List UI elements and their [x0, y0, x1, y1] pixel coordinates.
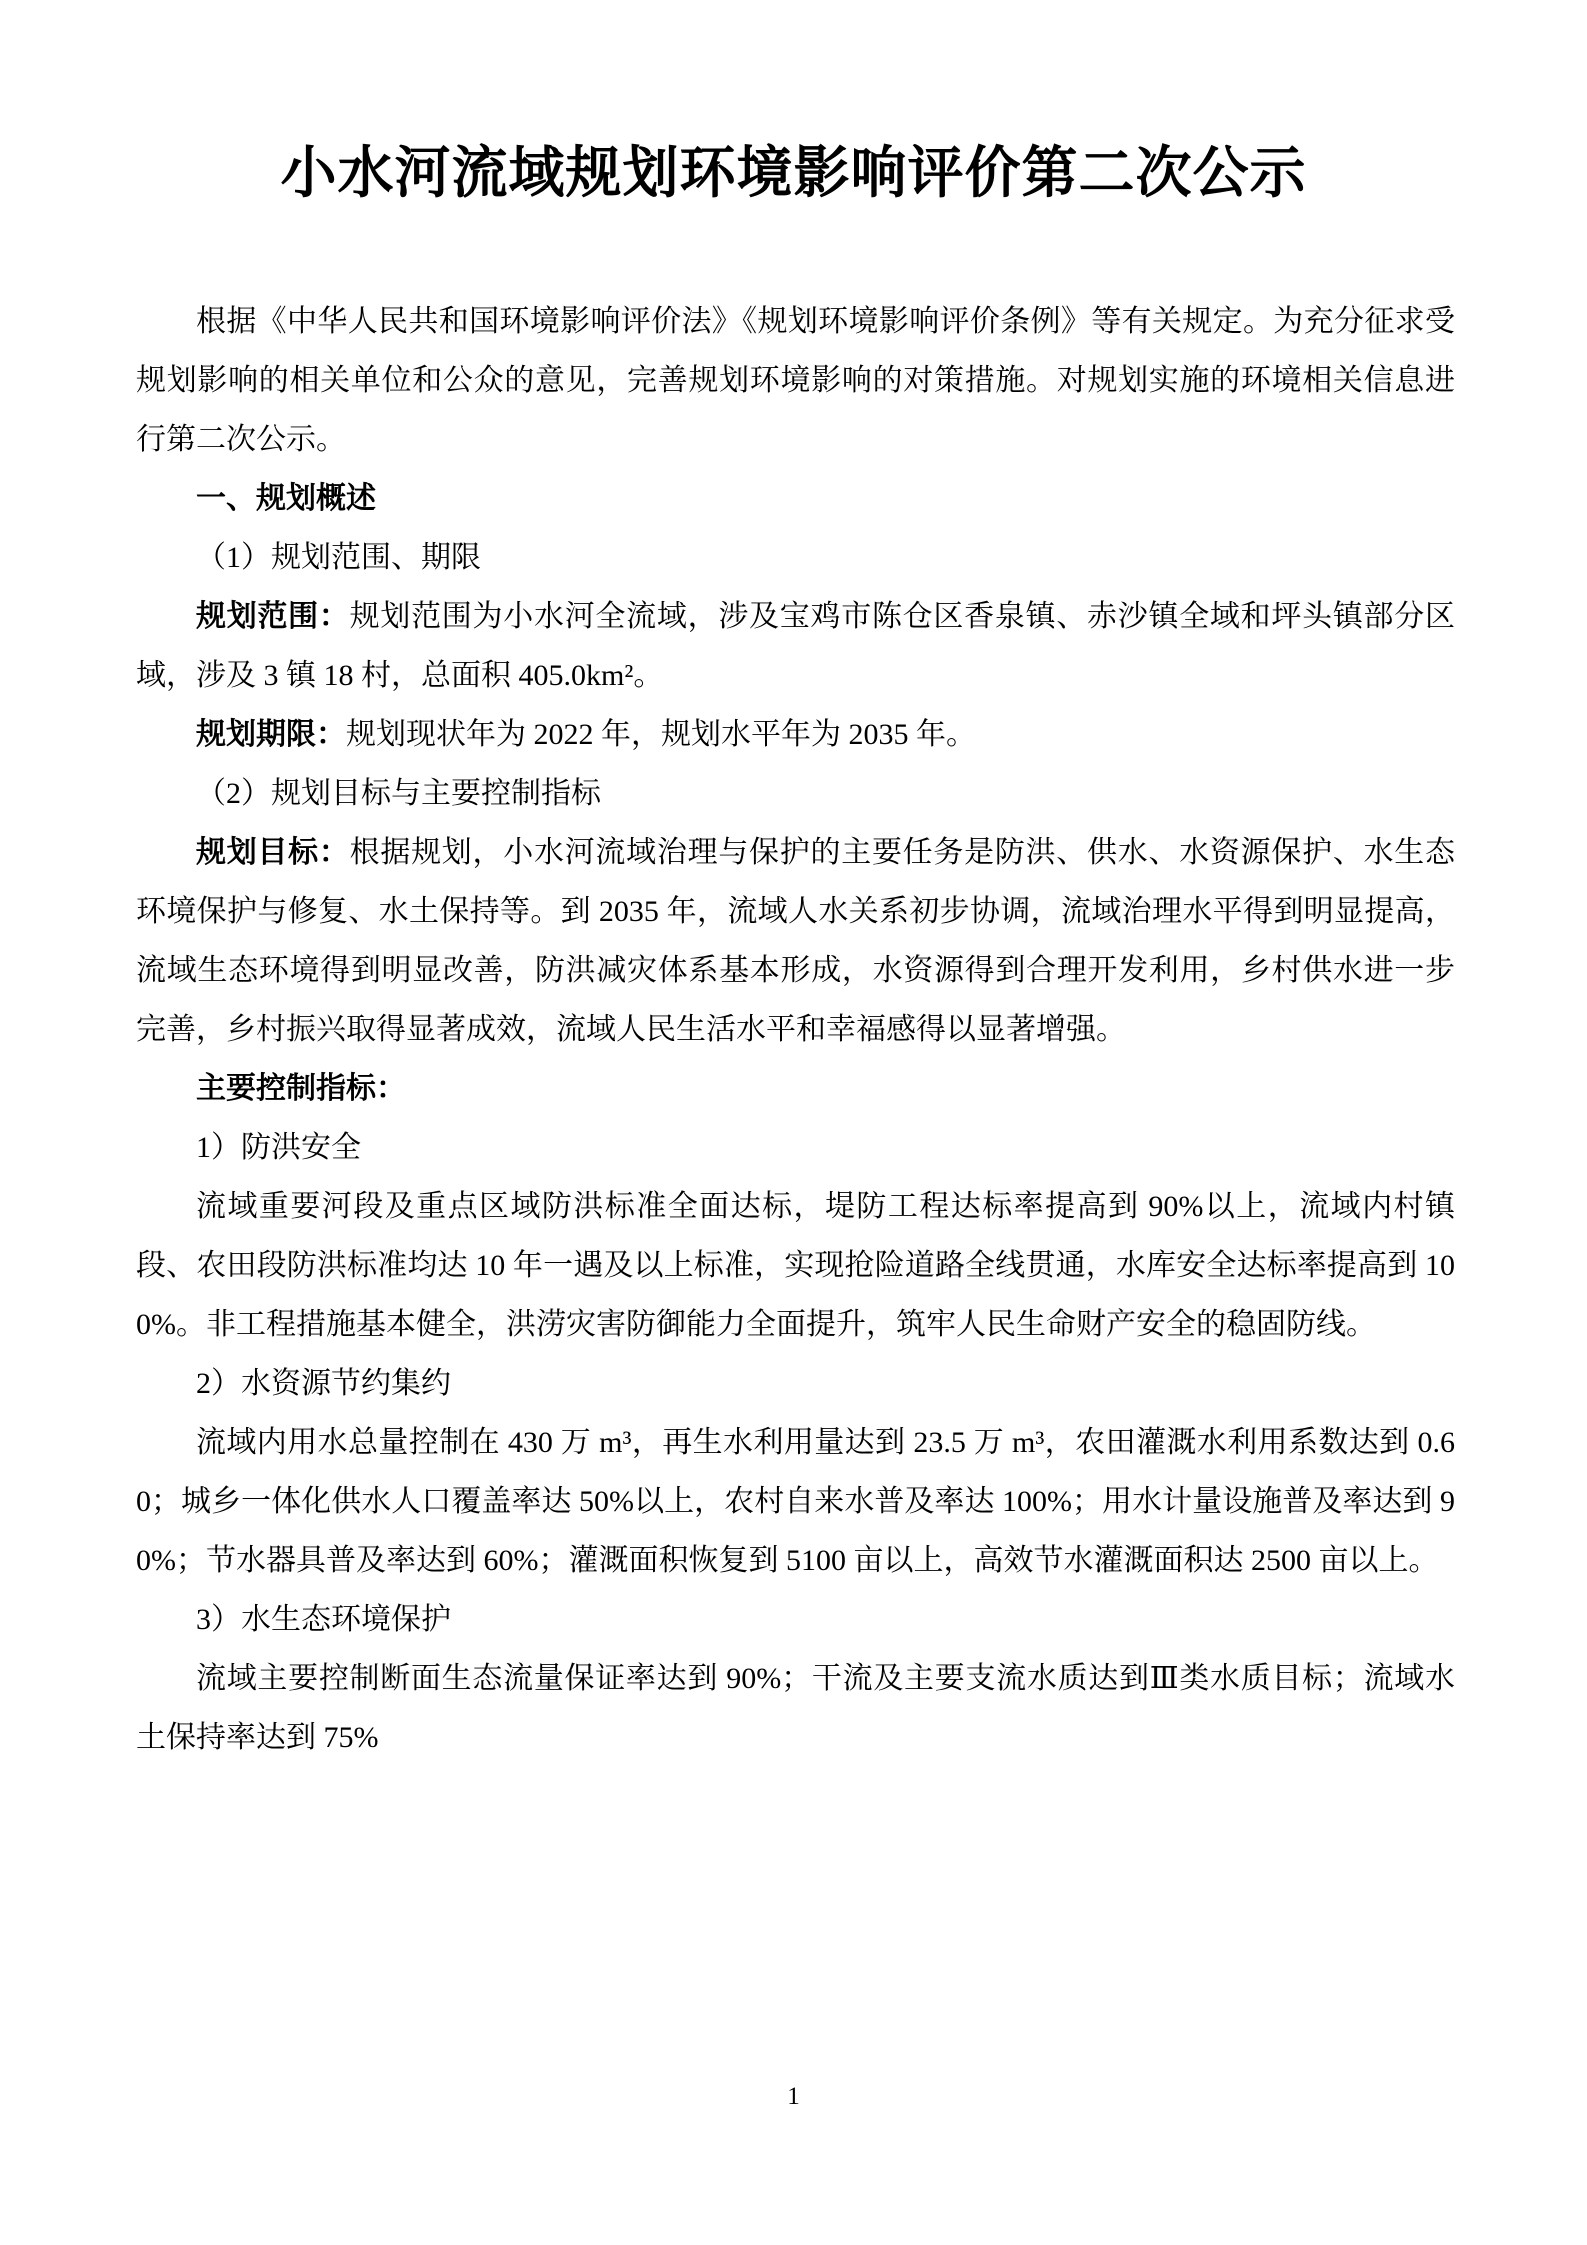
- paragraph-flood-safety: 流域重要河段及重点区域防洪标准全面达标，堤防工程达标率提高到 90%以上，流域内村镇段、农田段防洪标准均达 10 年一遇及以上标准，实现抢险道路全线贯通，水库安全达标率提高到 100%。非工程措施基本健全，洪涝灾害防御能力全面提升，筑牢人民生命财产安全的稳固防线。: [136, 1190, 1455, 1341]
- heading-eco-protection: 3）水生态环境保护: [196, 1603, 451, 1636]
- heading-main-indicators: 主要控制指标：: [196, 1072, 406, 1105]
- heading-flood-safety: 1）防洪安全: [196, 1131, 361, 1164]
- plan-period-text: 规划现状年为 2022 年，规划水平年为 2035 年。: [346, 718, 976, 751]
- plan-period-label: 规划期限：: [196, 718, 346, 751]
- plan-scope-label: 规划范围：: [196, 600, 350, 633]
- paragraph-plan-period: [136, 705, 1455, 764]
- heading-plan-overview: 一、规划概述: [196, 482, 376, 515]
- paragraph-eco-protection: 流域主要控制断面生态流量保证率达到 90%；干流及主要支流水质达到Ⅲ类水质目标；流域水土保持率达到 75%: [136, 1662, 1455, 1754]
- intro-paragraph: 根据《中华人民共和国环境影响评价法》《规划环境影响评价条例》等有关规定。为充分征求受规划影响的相关单位和公众的意见，完善规划环境影响的对策措施。对规划实施的环境相关信息进行第二次公示。: [136, 305, 1455, 456]
- document-title: 小水河流域规划环境影响评价第二次公示: [280, 143, 1307, 205]
- heading-scope-period: （1）规划范围、期限: [196, 541, 481, 574]
- page-number: 1: [787, 2083, 800, 2110]
- plan-goals-label: 规划目标：: [196, 836, 350, 869]
- paragraph-plan-goals: [136, 823, 1455, 1059]
- document-body: [136, 292, 1455, 1767]
- plan-goals-text: 根据规划，小水河流域治理与保护的主要任务是防洪、供水、水资源保护、水生态环境保护与修复、水土保持等。到 2035 年，流域人水关系初步协调，流域治理水平得到明显提高，流域生态环境得到明显改善，防洪减灾体系基本形成，水资源得到合理开发利用，乡村供水进一步完善，乡村振兴取得显著成效，流域人民生活水平和幸福感得以显著增强。: [136, 836, 1455, 1046]
- heading-water-saving: 2）水资源节约集约: [196, 1367, 451, 1400]
- heading-goals-indicators: （2）规划目标与主要控制指标: [196, 777, 601, 810]
- plan-scope-text: 规划范围为小水河全流域，涉及宝鸡市陈仓区香泉镇、赤沙镇全域和坪头镇部分区域，涉及 3 镇 18 村，总面积 405.0km²。: [136, 600, 1455, 692]
- paragraph-plan-scope: [136, 587, 1455, 705]
- paragraph-water-saving: 流域内用水总量控制在 430 万 m³，再生水利用量达到 23.5 万 m³，农田灌溉水利用系数达到 0.60；城乡一体化供水人口覆盖率达 50%以上，农村自来水普及率达 100%；用水计量设施普及率达到 90%；节水器具普及率达到 60%；灌溉面积恢复到 5100 亩以上，高效节水灌溉面积达 2500 亩以上。: [136, 1426, 1455, 1577]
